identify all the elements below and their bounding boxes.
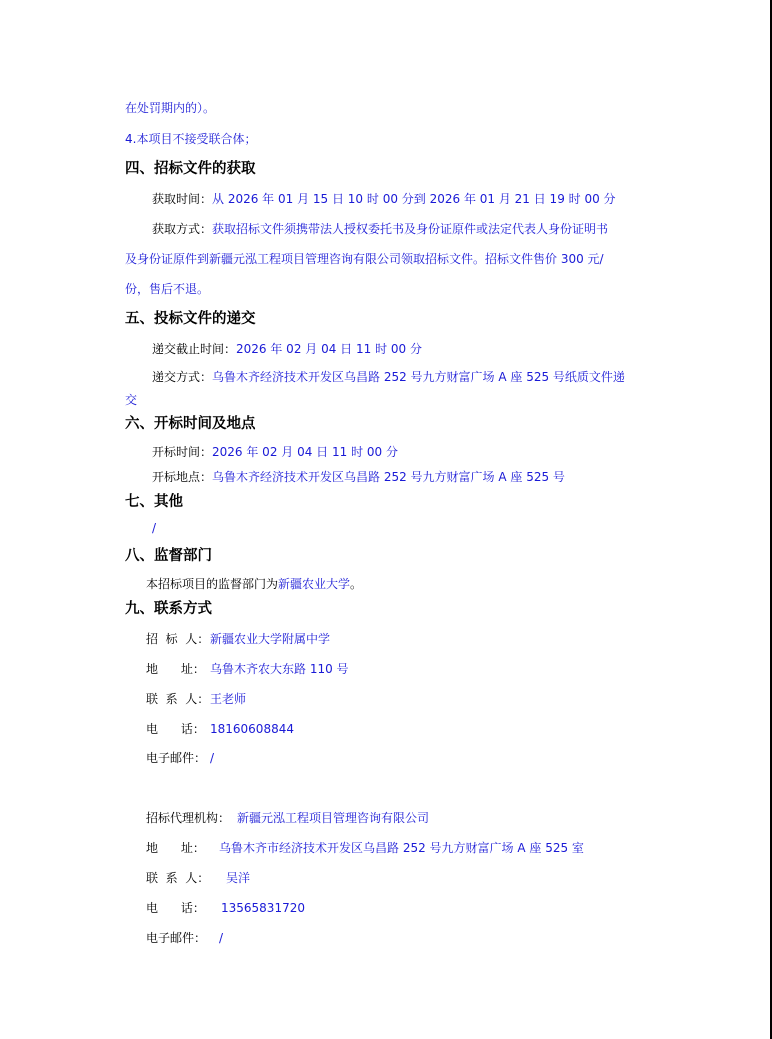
section-heading-9: 九、联系方式 <box>125 601 212 617</box>
agency-label: 招标代理机构： <box>146 811 231 825</box>
submit-method-value-1: 乌鲁木齐经济技术开发区乌昌路 252 号九方财富广场 A 座 525 号纸质文件递 <box>212 370 625 384</box>
tenderer-value: 新疆农业大学附属中学 <box>210 632 331 646</box>
supervision-suffix: 。 <box>350 577 363 591</box>
deadline-label: 递交截止时间： <box>152 342 237 356</box>
tenderer-email-label: 电子邮件： <box>146 751 207 765</box>
obtain-method-value-3: 份，售后不退。 <box>125 282 210 296</box>
agency-phone-row <box>146 900 305 916</box>
agency-person-label: 联 系 人： <box>146 871 210 885</box>
tenderer-address-label: 地 址： <box>146 662 205 676</box>
tenderer-label: 招 标 人： <box>146 632 210 646</box>
open-place-row <box>152 469 565 485</box>
section-heading-5: 五、投标文件的递交 <box>125 311 256 327</box>
open-time-label: 开标时间： <box>152 445 213 459</box>
obtain-method-label: 获取方式： <box>152 222 213 236</box>
open-place-value: 乌鲁木齐经济技术开发区乌昌路 252 号九方财富广场 A 座 525 号 <box>212 470 565 484</box>
obtain-time-row <box>152 191 616 207</box>
agency-address-label: 地 址： <box>146 841 205 855</box>
section-heading-4: 四、招标文件的获取 <box>125 161 256 177</box>
section-heading-6: 六、开标时间及地点 <box>125 416 256 432</box>
tenderer-phone-row <box>146 721 294 737</box>
agency-person-row <box>146 870 250 886</box>
agency-person-value: 吴洋 <box>226 871 251 885</box>
submit-method-label: 递交方式： <box>152 370 213 384</box>
tenderer-person-row <box>146 691 246 707</box>
tenderer-address-value: 乌鲁木齐农大东路 110 号 <box>210 662 349 676</box>
agency-email-value: / <box>219 931 224 945</box>
supervision-prefix: 本招标项目的监督部门为 <box>146 577 279 591</box>
submit-method-value-2: 交 <box>125 393 138 407</box>
open-time-value: 2026 年 02 月 04 日 11 时 00 分 <box>212 445 398 459</box>
agency-email-row <box>146 930 223 946</box>
other-value: / <box>152 521 157 535</box>
tenderer-address-row <box>146 661 349 677</box>
obtain-time-value: 从 2026 年 01 月 15 日 10 时 00 分到 2026 年 01 月 21 日 19 时 00 分 <box>212 192 616 206</box>
agency-phone-label: 电 话： <box>146 901 205 915</box>
obtain-method-value-2: 及身份证原件到新疆元泓工程项目管理咨询有限公司领取招标文件。招标文件售价 300 元/ <box>125 252 604 266</box>
open-time-row <box>152 444 398 460</box>
tenderer-person-label: 联 系 人： <box>146 692 210 706</box>
section-heading-7: 七、其他 <box>125 494 183 510</box>
tenderer-person-value: 王老师 <box>210 692 247 706</box>
supervision-dept: 新疆农业大学 <box>278 577 351 591</box>
deadline-value: 2026 年 02 月 04 日 11 时 00 分 <box>236 342 422 356</box>
tenderer-email-value: / <box>210 751 215 765</box>
supervision-text <box>146 576 362 592</box>
open-place-label: 开标地点： <box>152 470 213 484</box>
obtain-method-row <box>152 221 608 237</box>
agency-email-label: 电子邮件： <box>146 931 207 945</box>
agency-row <box>146 810 429 826</box>
submit-method-row <box>152 369 625 385</box>
obtain-method-value-1: 获取招标文件须携带法人授权委托书及身份证原件或法定代表人身份证明书 <box>212 222 609 236</box>
agency-value: 新疆元泓工程项目管理咨询有限公司 <box>237 811 430 825</box>
tenderer-email-row <box>146 750 214 766</box>
obtain-time-label: 获取时间： <box>152 192 213 206</box>
tenderer-phone-value: 18160608844 <box>210 722 294 736</box>
deadline-row <box>152 341 422 357</box>
agency-address-value: 乌鲁木齐市经济技术开发区乌昌路 252 号九方财富广场 A 座 525 室 <box>219 841 584 855</box>
section-heading-8: 八、监督部门 <box>125 548 212 564</box>
text-line-no-consortium: 4.本项目不接受联合体； <box>125 132 257 146</box>
text-line-penalty: 在处罚期内的）。 <box>125 101 216 115</box>
agency-address-row <box>146 840 584 856</box>
tenderer-row <box>146 631 330 647</box>
tenderer-phone-label: 电 话： <box>146 722 205 736</box>
agency-phone-value: 13565831720 <box>221 901 305 915</box>
